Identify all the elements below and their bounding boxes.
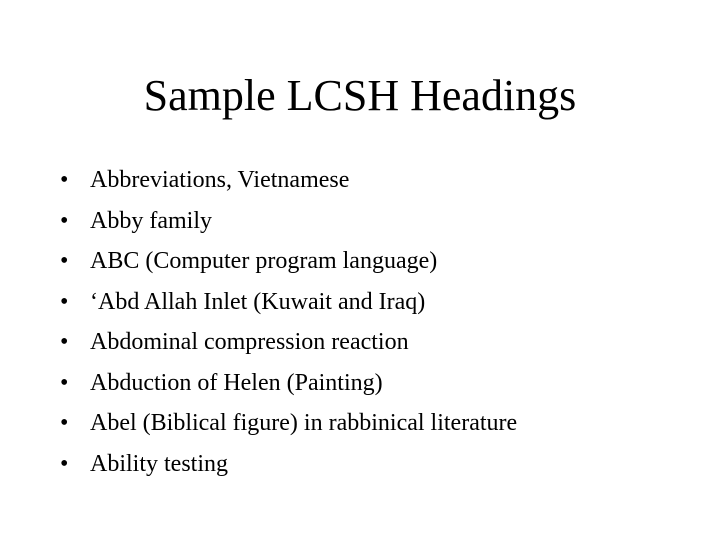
list-item-text: Abel (Biblical figure) in rabbinical literature	[90, 410, 518, 436]
list-item	[60, 403, 700, 444]
bullet-icon: •	[60, 248, 69, 274]
list-item	[60, 160, 700, 201]
list-item-text: Ability testing	[90, 450, 228, 477]
list-item-text: Abbreviations, Vietnamese	[90, 167, 350, 193]
bullet-icon: •	[60, 450, 69, 477]
list-item-text: Abby family	[90, 207, 212, 234]
list-item	[60, 363, 700, 404]
bullet-icon: •	[60, 207, 69, 234]
list-item-text: ABC (Computer program language)	[90, 248, 438, 274]
list-item	[60, 444, 700, 485]
list-item	[60, 322, 700, 363]
slide-title: Sample LCSH Headings	[143, 71, 577, 120]
bullet-icon: •	[60, 288, 69, 315]
list-item	[60, 241, 700, 282]
bullet-icon: •	[60, 167, 69, 193]
list-item-text: ‘Abd Allah Inlet (Kuwait and Iraq)	[90, 288, 426, 315]
heading-list	[60, 160, 700, 484]
list-item	[60, 282, 700, 323]
list-item	[60, 201, 700, 242]
bullet-icon: •	[60, 329, 69, 355]
bullet-icon: •	[60, 369, 69, 396]
list-item-text: Abduction of Helen (Painting)	[90, 369, 383, 396]
bullet-icon: •	[60, 410, 69, 436]
list-item-text: Abdominal compression reaction	[90, 329, 409, 355]
